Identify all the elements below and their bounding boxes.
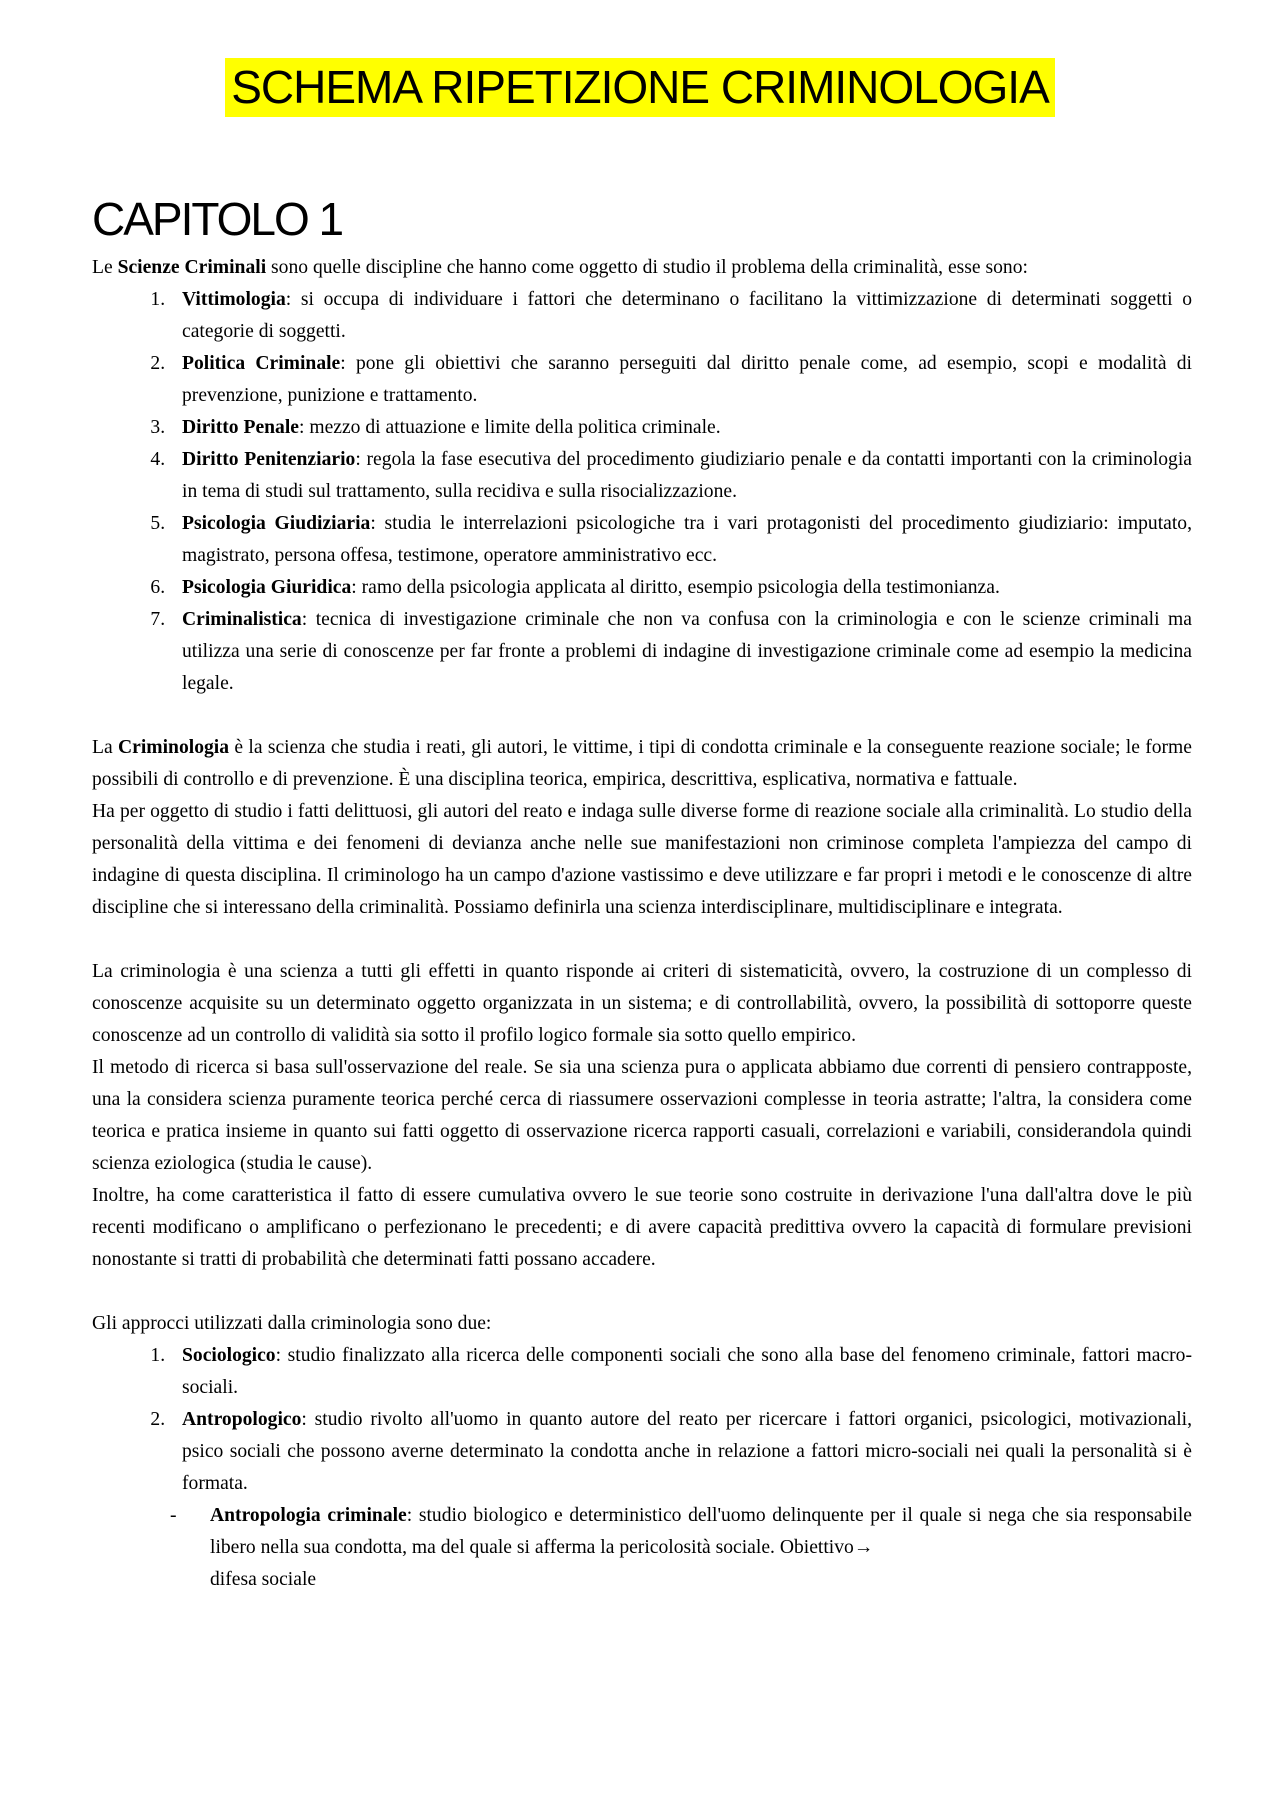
method-paragraph: Il metodo di ricerca si basa sull'osservazione del reale. Se sia una scienza pura o applicata abbiamo due correnti di pensiero contrapposte, una la considera scienza puramente teorica perché cerca di riassumere osservazioni complesse in teoria astratte; l'altra, la considera come teorica e pratica insieme in quanto sui fatti oggetto di osservazione ricerca rapporti casuali, correlazioni e variabili, considerandola quindi scienza eziologica (studia le cause).	[92, 1057, 1192, 1174]
definition-pre: La	[92, 737, 118, 758]
list-item	[170, 444, 1192, 508]
list-item-text: : ramo della psicologia applicata al diritto, esempio psicologia della testimonianza.	[351, 577, 1000, 598]
criminology-definition	[92, 732, 1192, 796]
list-item-text: : regola la fase esecutiva del procedimento giudiziario penale e da contatti importanti con la criminologia in tema di studi sul trattamento, sulla recidiva e sulla risocializzazione.	[182, 449, 1192, 502]
list-item	[170, 604, 1192, 700]
intro-pre: Le	[92, 257, 118, 278]
spacer	[92, 924, 1192, 956]
sub-approach-list	[92, 1500, 1192, 1596]
document-body	[92, 252, 1192, 1596]
list-item	[170, 348, 1192, 412]
list-item-text: : pone gli obiettivi che saranno perseguiti dal diritto penale come, ad esempio, scopi e modalità di prevenzione, punizione e trattamento.	[182, 353, 1193, 406]
spacer	[92, 700, 1192, 732]
list-item-text: : studio finalizzato alla ricerca delle componenti sociali che sono alla base del fenomeno criminale, fattori macro-sociali.	[182, 1345, 1192, 1398]
approaches-list	[92, 1340, 1192, 1500]
list-item	[170, 1404, 1192, 1500]
list-item-term: Diritto Penale	[182, 417, 299, 438]
list-item-term: Psicologia Giudiziaria	[182, 513, 371, 534]
list-item-text: : si occupa di individuare i fattori che determinano o facilitano la vittimizzazione di determinati soggetti o categorie di soggetti.	[182, 289, 1192, 342]
list-item	[170, 1500, 1192, 1596]
list-item-term: Psicologia Giuridica	[182, 577, 352, 598]
intro-term: Scienze Criminali	[117, 257, 267, 278]
title-wrapper	[0, 58, 1280, 117]
chapter-heading: CAPITOLO 1	[92, 193, 343, 245]
intro-post: sono quelle discipline che hanno come oggetto di studio il problema della criminalità, esse sono:	[266, 257, 1028, 278]
list-item	[170, 412, 1192, 444]
list-item	[170, 1340, 1192, 1404]
object-paragraph: Ha per oggetto di studio i fatti delittuosi, gli autori del reato e indaga sulle diverse forme di reazione sociale alla criminalità. Lo studio della personalità della vittima e dei fenomeni di devianza anche nelle sue manifestazioni non criminose completa l'ampiezza del campo di indagine di questa disciplina. Il criminologo ha un campo d'azione vastissimo e deve utilizzare e far propri i metodi e le conoscenze di altre discipline che si interessano della criminalità. Possiamo definirla una scienza interdisciplinare, multidisciplinare e integrata.	[92, 801, 1192, 918]
list-item-term: Diritto Penitenziario	[182, 449, 356, 470]
science-paragraph: La criminologia è una scienza a tutti gli effetti in quanto risponde ai criteri di sistematicità, ovvero, la costruzione di un complesso di conoscenze acquisite su un determinato oggetto organizzata in un sistema; e di controllabilità, ovvero, la possibilità di sottoporre queste conoscenze ad un controllo di validità sia sotto il profilo logico formale sia sotto quello empirico.	[92, 961, 1192, 1046]
list-item	[170, 284, 1192, 348]
list-item-text: : mezzo di attuazione e limite della politica criminale.	[298, 417, 721, 438]
approaches-intro: Gli approcci utilizzati dalla criminologia sono due:	[92, 1313, 492, 1334]
list-item-term: Criminalistica	[182, 609, 302, 630]
list-item	[170, 508, 1192, 572]
list-item-term: Sociologico	[182, 1345, 276, 1366]
cumulative-paragraph: Inoltre, ha come caratteristica il fatto di essere cumulativa ovvero le sue teorie sono costruite in derivazione l'una dall'altra dove le più recenti modificano o amplificano o perfezionano le precedenti; e di avere capacità predittiva ovvero la capacità di formulare previsioni nonostante si tratti di probabilità che determinati fatti possano accadere.	[92, 1185, 1192, 1270]
list-item-term: Vittimologia	[182, 289, 286, 310]
list-item-term: Antropologico	[182, 1409, 302, 1430]
list-item-text: : studio biologico e deterministico dell'uomo delinquente per il quale si nega che sia responsabile libero nella sua condotta, ma del quale si afferma la pericolosità sociale. Obiettivo	[210, 1505, 1192, 1558]
list-item-text: : studia le interrelazioni psicologiche tra i vari protagonisti del procedimento giudiziario: imputato, magistrato, persona offesa, testimone, operatore amministrativo ecc.	[182, 513, 1192, 566]
arrow-right-icon: →	[853, 1537, 874, 1558]
intro-paragraph	[92, 252, 1192, 284]
definition-post: è la scienza che studia i reati, gli autori, le vittime, i tipi di condotta criminale e la conseguente reazione sociale; le forme possibili di controllo e di prevenzione. È una disciplina teorica, empirica, descrittiva, esplicativa, normativa e fattuale.	[92, 737, 1192, 790]
list-item-term: Antropologia criminale	[210, 1505, 407, 1526]
list-item-text: : studio rivolto all'uomo in quanto autore del reato per ricercare i fattori organici, psicologici, motivazionali, psico sociali che possono averne determinato la condotta anche in relazione a fattori micro-sociali nei quali la personalità si è formata.	[182, 1409, 1192, 1494]
list-item	[170, 572, 1192, 604]
list-item-term: Politica Criminale	[182, 353, 341, 374]
document-title: SCHEMA RIPETIZIONE CRIMINOLOGIA	[225, 58, 1055, 117]
list-item-text: : tecnica di investigazione criminale che non va confusa con la criminologia e con le scienze criminali ma utilizza una serie di conoscenze per far fronte a problemi di indagine di investigazione criminale come ad esempio la medicina legale.	[182, 609, 1192, 694]
list-item-end: difesa sociale	[210, 1569, 317, 1590]
definition-term: Criminologia	[118, 737, 230, 758]
sciences-list	[92, 284, 1192, 700]
spacer	[92, 1276, 1192, 1308]
